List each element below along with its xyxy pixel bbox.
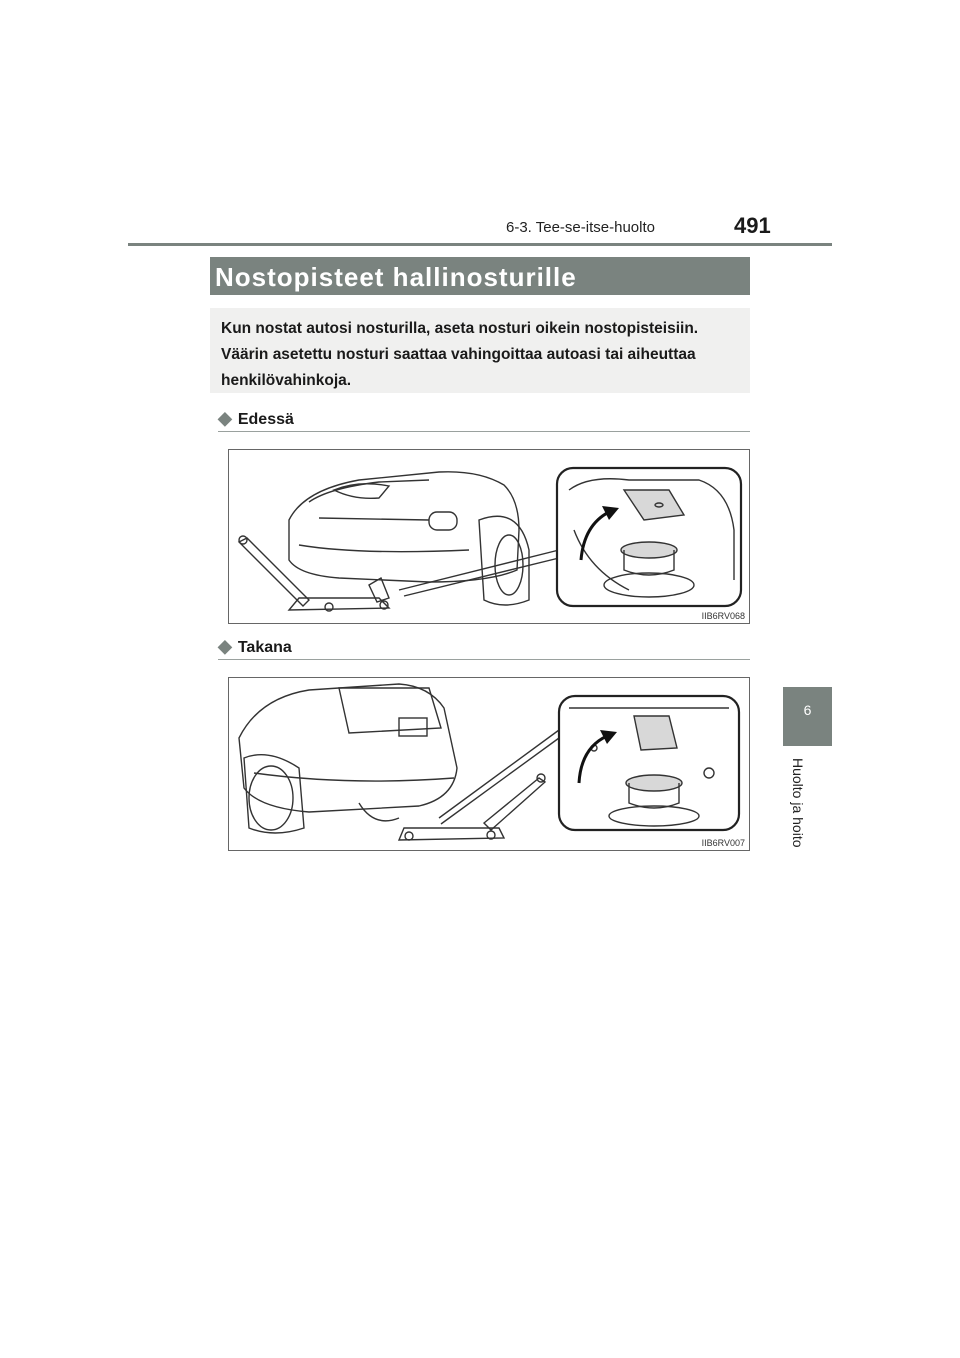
page-number: 491: [734, 213, 771, 238]
diamond-bullet-icon: ◆: [218, 636, 232, 656]
section-header: 6-3. Tee-se-itse-huolto: [506, 219, 655, 236]
figure-front-jack-point: [228, 449, 750, 624]
subheading-rear-rule: [218, 659, 750, 660]
subheading-rear: [218, 636, 292, 657]
diamond-bullet-icon: ◆: [218, 408, 232, 428]
page-title: Nostopisteet hallinosturille: [215, 262, 577, 292]
subheading-rear-label: Takana: [237, 639, 292, 656]
front-car-jack-illustration: [229, 450, 749, 623]
figure-code-rear: IIB6RV007: [701, 838, 745, 848]
figure-rear-jack-point: [228, 677, 750, 851]
subheading-front-rule: [218, 431, 750, 432]
rear-car-jack-illustration: [229, 678, 749, 850]
intro-text: Kun nostat autosi nosturilla, aseta nosturi oikein nostopisteisiin. Väärin asetettu nosturi saattaa vahingoittaa autoasi tai aiheuttaa henkilövahinkoja.: [221, 320, 699, 389]
subheading-front-label: Edessä: [237, 411, 294, 428]
subheading-front: [218, 408, 294, 429]
chapter-label: Huolto ja hoito: [790, 758, 806, 848]
chapter-number: 6: [803, 702, 812, 718]
figure-code-front: IIB6RV068: [701, 611, 745, 621]
header-divider: [128, 243, 832, 246]
